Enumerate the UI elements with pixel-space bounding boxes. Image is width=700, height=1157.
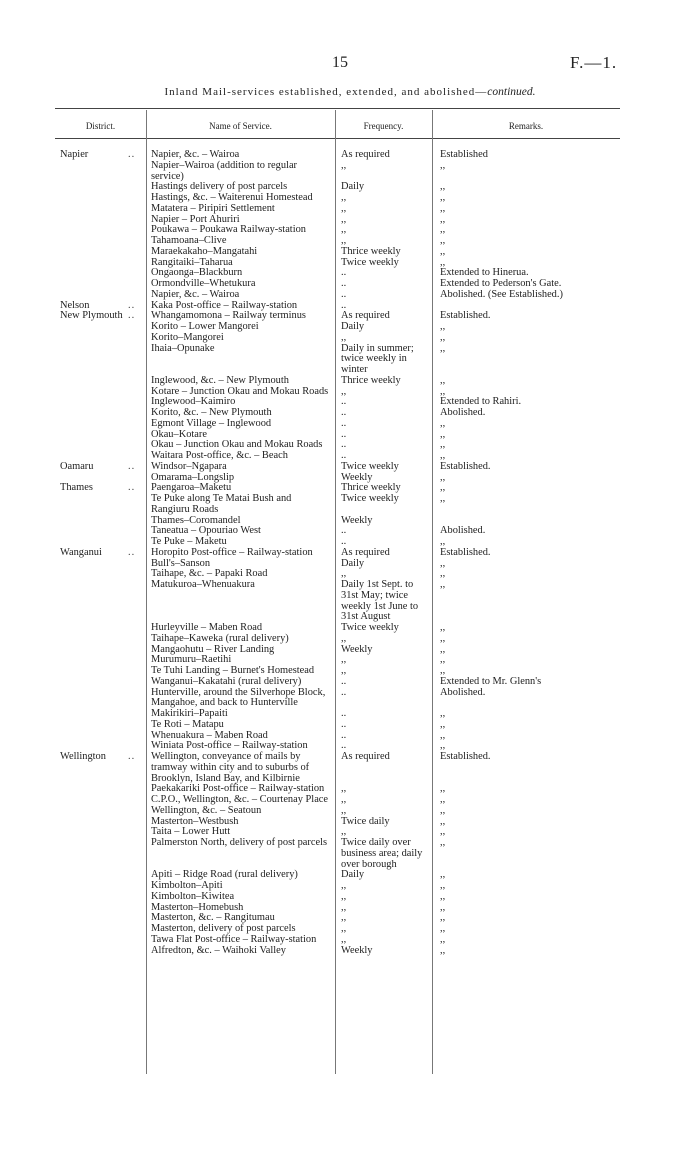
remarks-cell: ,, (440, 794, 446, 805)
frequency-cell: .. (341, 288, 347, 300)
remarks-cell: ,, (440, 729, 446, 741)
table-row (0, 892, 700, 903)
remarks-cell: ,, (440, 933, 446, 945)
service-name-cell: Inglewood–Kaimiro (151, 396, 236, 408)
remarks-cell: Abolished. (440, 525, 486, 537)
frequency-cell: Daily (341, 869, 365, 881)
service-name-cell: Hunterville, around the Silverhope Block, Mangahoe, and back to Hunterville (151, 686, 326, 709)
frequency-cell: .. (341, 675, 347, 687)
remarks-cell: Established. (440, 310, 491, 322)
service-name-cell: Te Roti – Matapu (151, 718, 224, 730)
remarks-cell: ,, (440, 783, 446, 795)
remarks-cell: Extended to Mr. Glenn's (440, 675, 542, 687)
remarks-cell: ,, (440, 740, 446, 752)
remarks-cell: ,, (440, 342, 446, 354)
district-cell: Thames (60, 482, 93, 494)
table-row (0, 333, 700, 344)
frequency-cell: ,, (341, 804, 347, 816)
frequency-cell: .. (341, 428, 347, 440)
table-row (0, 548, 700, 559)
service-name-cell: Masterton, &c. – Rangitumau (151, 912, 275, 924)
title-main: Inland Mail-services established, extended, and abolished— (164, 86, 488, 98)
remarks-cell: ,, (440, 944, 446, 956)
remarks-cell: Abolished. (440, 686, 486, 698)
remarks-cell: ,, (440, 880, 446, 891)
service-name-cell: Whangamomona – Railway terminus (151, 310, 306, 322)
title-continued: continued. (487, 86, 536, 98)
frequency-cell: ,, (341, 224, 347, 236)
frequency-cell: As required (341, 751, 390, 762)
table-row (0, 408, 700, 419)
frequency-cell: .. (341, 396, 347, 408)
service-name-cell: Korito–Mangorei (151, 331, 224, 343)
table-row (0, 752, 700, 784)
frequency-cell: .. (341, 450, 347, 461)
table-row (0, 655, 700, 666)
remarks-cell: Established. (440, 751, 491, 762)
service-name-cell: Korito – Lower Mangorei (151, 321, 259, 332)
table-row (0, 247, 700, 258)
frequency-cell: Weekly (341, 471, 373, 483)
table-row (0, 913, 700, 924)
frequency-cell: Daily 1st Sept. to 31st May; twice weekly 1st June to 31st August (341, 579, 419, 623)
service-name-cell: Wanganui–Kakatahi (rural delivery) (151, 675, 302, 687)
frequency-cell: Twice weekly (341, 256, 399, 268)
remarks-cell: ,, (440, 181, 446, 193)
remarks-cell: ,, (440, 654, 446, 666)
frequency-cell: ,, (341, 568, 347, 580)
remarks-cell: ,, (440, 213, 446, 225)
table-row (0, 731, 700, 742)
frequency-cell: Thrice weekly (341, 482, 401, 494)
frequency-cell: ,, (341, 202, 347, 214)
table-row (0, 161, 700, 183)
leader-dots: .. (128, 546, 136, 558)
service-name-cell: Taita – Lower Hutt (151, 826, 231, 838)
remarks-cell: ,, (440, 245, 446, 257)
remarks-cell: Established. (440, 546, 491, 558)
leader-dots: .. (128, 310, 136, 322)
table-row (0, 204, 700, 215)
frequency-cell: .. (341, 439, 347, 451)
frequency-cell: Twice daily over business area; daily over borough (341, 837, 423, 870)
leader-dots: .. (128, 460, 136, 472)
service-name-cell: Korito, &c. – New Plymouth (151, 407, 272, 418)
frequency-cell: .. (341, 718, 347, 730)
frequency-cell: .. (341, 536, 347, 547)
service-name-cell: Wellington, &c. – Seatoun (151, 804, 262, 816)
frequency-cell: ,, (341, 235, 347, 246)
table-row (0, 817, 700, 828)
table-row (0, 397, 700, 408)
remarks-cell: Established (440, 149, 488, 160)
table-row (0, 677, 700, 688)
frequency-cell: .. (341, 407, 347, 418)
service-name-cell: Okau–Kotare (151, 428, 207, 440)
service-name-cell: Thames–Coromandel (151, 514, 241, 526)
service-name-cell: Te Tuhi Landing – Burnet's Homestead (151, 665, 315, 676)
service-name-cell: Taihape, &c. – Papaki Road (151, 568, 268, 580)
page-title (0, 86, 700, 98)
service-name-cell: Te Puke along Te Matai Bush and Rangiuru Roads (151, 493, 292, 515)
frequency-cell: ,, (341, 901, 347, 913)
table-row (0, 494, 700, 516)
service-name-cell: Wellington, conveyance of mails by tramway within city and to suburbs of Brooklyn, Island Bay, and Kilbirnie (151, 751, 310, 784)
service-name-cell: Napier, &c. – Wairoa (151, 149, 240, 160)
service-name-cell: Ihaia–Opunake (151, 342, 215, 354)
table-row (0, 182, 700, 193)
table-row (0, 344, 700, 376)
frequency-cell: ,, (341, 159, 347, 171)
frequency-cell: ,, (341, 923, 347, 934)
service-name-cell: Ormondville–Whetukura (151, 278, 256, 289)
table-row (0, 838, 700, 870)
service-name-cell: Bull's–Sanson (151, 557, 211, 569)
table-row (0, 516, 700, 527)
frequency-cell: Twice weekly (341, 493, 399, 504)
frequency-cell: .. (341, 729, 347, 741)
service-name-cell: Masterton–Westbush (151, 815, 239, 827)
remarks-cell: ,, (440, 482, 446, 494)
frequency-cell: .. (341, 708, 347, 719)
service-name-cell: Apiti – Ridge Road (rural delivery) (151, 869, 298, 881)
frequency-cell: ,, (341, 794, 347, 805)
remarks-cell: ,, (440, 450, 446, 461)
remarks-cell: Abolished. (440, 407, 486, 418)
table-row (0, 688, 700, 710)
table-row (0, 268, 700, 279)
service-name-cell: Inglewood, &c. – New Plymouth (151, 374, 289, 386)
table-row (0, 806, 700, 817)
remarks-cell: ,, (440, 665, 446, 676)
service-name-cell: Maraekakaho–Mangatahi (151, 245, 258, 257)
district-cell: New Plymouth (60, 310, 123, 322)
remarks-cell: ,, (440, 493, 446, 504)
table-row (0, 258, 700, 269)
table-row (0, 225, 700, 236)
service-name-cell: Napier – Port Ahuriri (151, 213, 240, 225)
service-name-cell: Winiata Post-office – Railway-station (151, 740, 308, 752)
leader-dots: .. (128, 299, 136, 311)
remarks-cell: ,, (440, 439, 446, 451)
remarks-cell: ,, (440, 643, 446, 655)
table-row (0, 720, 700, 731)
frequency-cell: ,, (341, 213, 347, 225)
service-name-cell: Ongaonga–Blackburn (151, 267, 243, 279)
remarks-cell: ,, (440, 718, 446, 730)
table-row (0, 924, 700, 935)
service-name-cell: Kimbolton–Kiwitea (151, 890, 235, 902)
service-name-cell: Napier–Wairoa (addition to regular service) (151, 159, 298, 182)
frequency-cell: Thrice weekly (341, 374, 401, 386)
table-row (0, 784, 700, 795)
remarks-cell: ,, (440, 331, 446, 343)
remarks-cell: Extended to Rahiri. (440, 396, 522, 408)
service-name-cell: Kotare – Junction Okau and Mokau Roads (151, 385, 329, 397)
table-row (0, 795, 700, 806)
frequency-cell: Weekly (341, 944, 373, 956)
remarks-cell: ,, (440, 923, 446, 934)
frequency-cell: .. (341, 267, 347, 279)
service-name-cell: Taihape–Kaweka (rural delivery) (151, 632, 289, 644)
table-row (0, 634, 700, 645)
table-row (0, 215, 700, 226)
service-name-cell: Makirikiri–Papaiti (151, 708, 228, 719)
service-name-cell: Matatera – Piripiri Settlement (151, 202, 275, 214)
frequency-cell: As required (341, 149, 390, 160)
table-row (0, 419, 700, 430)
table-row (0, 666, 700, 677)
remarks-cell: ,, (440, 417, 446, 429)
service-name-cell: Palmerston North, delivery of post parcels (151, 837, 328, 848)
frequency-cell: ,, (341, 880, 347, 891)
service-name-cell: Kimbolton–Apiti (151, 880, 223, 891)
service-name-cell: Mangaohutu – River Landing (151, 643, 275, 655)
remarks-cell: ,, (440, 815, 446, 827)
table-row (0, 935, 700, 946)
remarks-cell: ,, (440, 579, 446, 590)
column-header-district: District. (85, 121, 116, 131)
service-name-cell: Waitara Post-office, &c. – Beach (151, 450, 288, 461)
frequency-cell: ,, (341, 385, 347, 397)
document-reference: F.—1. (570, 53, 618, 72)
remarks-cell: ,, (440, 235, 446, 246)
remarks-cell: ,, (440, 385, 446, 397)
service-name-cell: Paekakariki Post-office – Railway-station (151, 783, 325, 795)
service-table (0, 150, 700, 956)
column-header-service: Name of Service. (209, 121, 272, 131)
remarks-cell: ,, (440, 256, 446, 268)
leader-dots: .. (128, 482, 136, 494)
column-header-remarks: Remarks. (508, 121, 544, 131)
remarks-cell: ,, (440, 557, 446, 569)
frequency-cell: Daily in summer; twice weekly in winter (341, 342, 414, 375)
remarks-cell: ,, (440, 159, 446, 171)
service-name-cell: Okau – Junction Okau and Mokau Roads (151, 439, 323, 451)
table-row (0, 279, 700, 290)
remarks-cell: ,, (440, 890, 446, 902)
remarks-cell: Extended to Hinerua. (440, 267, 529, 279)
remarks-cell: ,, (440, 428, 446, 440)
district-cell: Napier (60, 149, 89, 160)
service-name-cell: Kaka Post-office – Railway-station (151, 299, 298, 311)
table-row (0, 881, 700, 892)
district-cell: Wanganui (60, 546, 102, 558)
remarks-cell: ,, (440, 869, 446, 881)
remarks-cell: ,, (440, 536, 446, 547)
page-number: 15 (332, 54, 348, 71)
remarks-cell: ,, (440, 622, 446, 633)
table-row (0, 150, 700, 161)
remarks-cell: ,, (440, 471, 446, 483)
table-row (0, 376, 700, 387)
frequency-cell: Daily (341, 181, 365, 193)
remarks-cell: ,, (440, 568, 446, 580)
frequency-cell: .. (341, 299, 347, 311)
remarks-cell: Abolished. (See Established.) (440, 288, 563, 300)
frequency-cell: ,, (341, 912, 347, 924)
table-row (0, 430, 700, 441)
frequency-cell: Twice daily (341, 815, 390, 827)
table-row (0, 290, 700, 301)
remarks-cell: ,, (440, 202, 446, 214)
frequency-cell: ,, (341, 632, 347, 644)
district-cell: Wellington (60, 751, 106, 762)
frequency-cell: Weekly (341, 514, 373, 526)
service-name-cell: Taneatua – Opouriao West (151, 525, 261, 537)
service-name-cell: Te Puke – Maketu (151, 536, 227, 547)
frequency-cell: Daily (341, 321, 365, 332)
district-cell: Nelson (60, 299, 90, 311)
leader-dots: .. (128, 751, 136, 762)
frequency-cell: Twice weekly (341, 622, 399, 633)
service-name-cell: Masterton–Homebush (151, 901, 244, 913)
service-name-cell: Poukawa – Poukawa Railway-station (151, 224, 306, 236)
remarks-cell: ,, (440, 374, 446, 386)
table-top-rule (55, 108, 620, 109)
frequency-cell: .. (341, 278, 347, 289)
service-name-cell: Murumuru–Raetihi (151, 654, 232, 666)
frequency-cell: ,, (341, 331, 347, 343)
service-name-cell: Whenuakura – Maben Road (151, 729, 268, 741)
table-row (0, 709, 700, 720)
district-cell: Oamaru (60, 460, 94, 472)
remarks-cell: ,, (440, 826, 446, 838)
remarks-cell: ,, (440, 708, 446, 719)
table-row (0, 645, 700, 656)
table-row (0, 322, 700, 333)
service-name-cell: Omarama–Longslip (151, 471, 235, 483)
frequency-cell: .. (341, 686, 347, 698)
frequency-cell: As required (341, 546, 390, 558)
service-name-cell: Tawa Flat Post-office – Railway-station (151, 933, 317, 945)
remarks-cell: ,, (440, 912, 446, 924)
service-name-cell: Tahamoana–Clive (151, 235, 227, 246)
table-row (0, 440, 700, 451)
frequency-cell: .. (341, 525, 347, 537)
frequency-cell: .. (341, 740, 347, 752)
remarks-cell: ,, (440, 321, 446, 332)
service-name-cell: C.P.O., Wellington, &c. – Courtenay Place (151, 794, 329, 805)
table-row (0, 526, 700, 537)
remarks-cell: ,, (440, 192, 446, 203)
table-row (0, 870, 700, 881)
remarks-cell: Extended to Pederson's Gate. (440, 278, 562, 289)
service-name-cell: Matukuroa–Whenuakura (151, 579, 255, 590)
service-name-cell: Horopito Post-office – Railway-station (151, 546, 313, 558)
frequency-cell: ,, (341, 665, 347, 676)
table-row (0, 462, 700, 473)
frequency-cell: ,, (341, 826, 347, 838)
table-row (0, 903, 700, 914)
frequency-cell: ,, (341, 654, 347, 666)
service-name-cell: Hastings, &c. – Waiterenui Homestead (151, 192, 313, 203)
table-row (0, 623, 700, 634)
frequency-cell: ,, (341, 890, 347, 902)
column-header-frequency: Frequency. (363, 121, 404, 131)
remarks-cell: ,, (440, 632, 446, 644)
table-row (0, 580, 700, 623)
frequency-cell: Weekly (341, 643, 373, 655)
service-name-cell: Masterton, delivery of post parcels (151, 923, 296, 934)
service-name-cell: Egmont Village – Inglewood (151, 417, 272, 429)
remarks-cell: ,, (440, 837, 446, 848)
frequency-cell: Daily (341, 557, 365, 569)
service-name-cell: Paengaroa–Maketu (151, 482, 232, 494)
table-row (0, 193, 700, 204)
remarks-cell: ,, (440, 901, 446, 913)
table-row (0, 387, 700, 398)
frequency-cell: Thrice weekly (341, 245, 401, 257)
frequency-cell: ,, (341, 933, 347, 945)
table-row (0, 559, 700, 570)
service-name-cell: Alfredton, &c. – Waihoki Valley (151, 944, 286, 956)
frequency-cell: ,, (341, 783, 347, 795)
remarks-cell: ,, (440, 224, 446, 236)
frequency-cell: ,, (341, 192, 347, 203)
frequency-cell: As required (341, 310, 390, 322)
leader-dots: .. (128, 149, 136, 160)
service-name-cell: Hastings delivery of post parcels (151, 181, 288, 193)
service-name-cell: Rangitaiki–Taharua (151, 256, 233, 268)
frequency-cell: Twice weekly (341, 460, 399, 472)
table-header-rule (55, 138, 620, 139)
remarks-cell: Established. (440, 460, 491, 472)
service-name-cell: Napier, &c. – Wairoa (151, 288, 240, 300)
frequency-cell: .. (341, 417, 347, 429)
service-name-cell: Hurleyville – Maben Road (151, 622, 263, 633)
service-name-cell: Windsor–Ngapara (151, 460, 227, 472)
table-row (0, 946, 700, 957)
remarks-cell: ,, (440, 804, 446, 816)
